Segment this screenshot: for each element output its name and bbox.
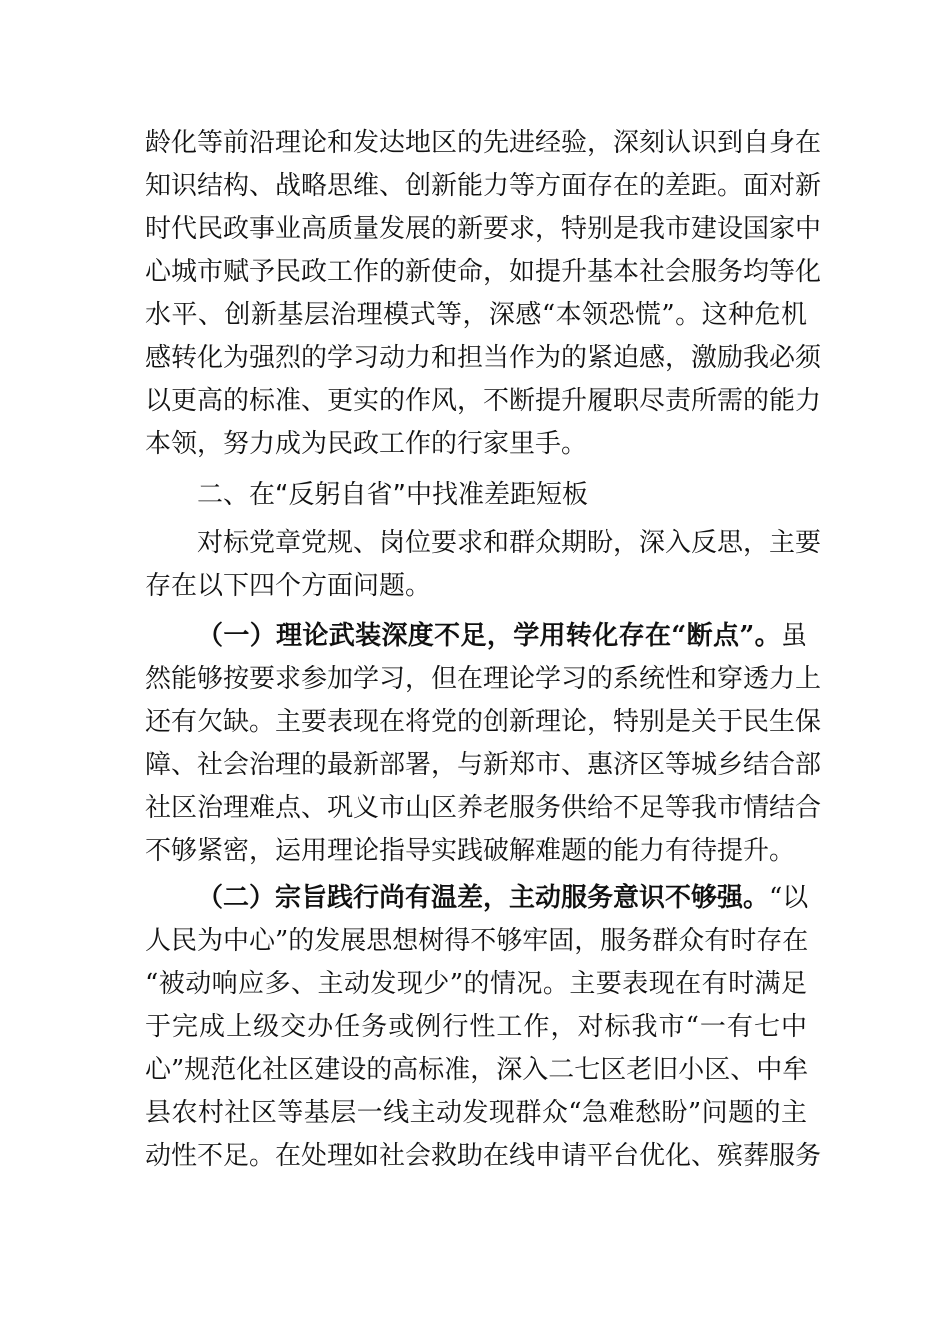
text-line: “以	[769, 883, 809, 913]
text-line: 心”规范化社区建设的高标准，深入二七区老旧小区、中牟	[145, 1055, 809, 1085]
text-line: 然能够按要求参加学习，但在理论学习的系统性和穿透力上	[145, 664, 822, 694]
text-line: 感转化为强烈的学习动力和担当作为的紧迫感，激励我必须	[145, 343, 822, 373]
text-line: “被动响应多、主动发现少”的情况。主要表现在有时满足	[145, 969, 807, 999]
paragraph-overview	[145, 524, 822, 606]
text-line: 人民为中心”的发展思想树得不够牢固，服务群众有时存在	[145, 926, 809, 956]
text-line: 动性不足。在处理如社会救助在线申请平台优化、殡葬服务	[145, 1141, 822, 1171]
text-line: 虽	[780, 621, 807, 651]
paragraph-two-title: （二）宗旨践行尚有温差，主动服务意识不够强。	[197, 883, 770, 913]
text-line: 水平、创新基层治理模式等，深感“本领恐慌”。这种危机	[145, 300, 807, 330]
text-line: 时代民政事业高质量发展的新要求，特别是我市建设国家中	[145, 214, 822, 244]
paragraph-two	[145, 879, 822, 1176]
paragraph-one-first-line	[145, 617, 807, 656]
text-line: 存在以下四个方面问题。	[145, 571, 432, 601]
text-line: 以更高的标准、更实的作风，不断提升履职尽责所需的能力	[145, 386, 822, 416]
text-line: 社区治理难点、巩义市山区养老服务供给不足等我市情结合	[145, 793, 822, 823]
text-line: 龄化等前沿理论和发达地区的先进经验，深刻认识到自身在	[145, 128, 822, 158]
text-line: 本领，努力成为民政工作的行家里手。	[145, 429, 588, 459]
text-line: 还有欠缺。主要表现在将党的创新理论，特别是关于民生保	[145, 707, 822, 737]
text-line: 不够紧密，运用理论指导实践破解难题的能力有待提升。	[145, 836, 796, 866]
paragraph-two-first-line	[145, 879, 807, 918]
paragraph-one-title: （一）理论武装深度不足，学用转化存在“断点”。	[197, 621, 781, 651]
text-line: 于完成上级交办任务或例行性工作，对标我市“一有七中	[145, 1012, 807, 1042]
text-line: 障、社会治理的最新部署，与新郑市、惠济区等城乡结合部	[145, 750, 822, 780]
text-line: 对标党章党规、岗位要求和群众期盼，深入反思，主要	[197, 528, 822, 558]
text-line: 心城市赋予民政工作的新使命，如提升基本社会服务均等化	[145, 257, 822, 287]
section-heading: 二、在“反躬自省”中找准差距短板	[197, 480, 588, 510]
paragraph-one	[145, 617, 822, 871]
text-line: 县农村社区等基层一线主动发现群众“急难愁盼”问题的主	[145, 1098, 807, 1128]
text-line: 知识结构、战略思维、创新能力等方面存在的差距。面对新	[145, 171, 822, 201]
paragraph-intro	[145, 124, 822, 464]
